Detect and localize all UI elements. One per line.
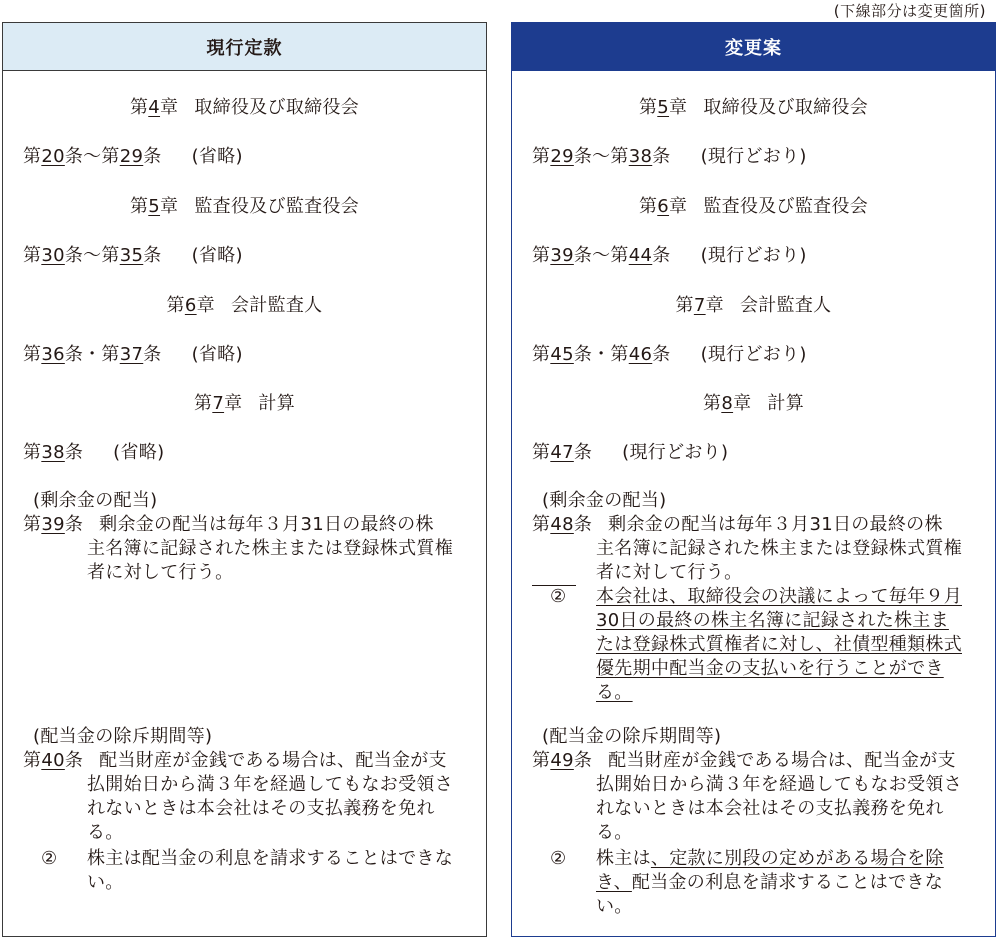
article-caption: (配当金の除斥期間等) — [542, 726, 722, 747]
article-text: 払開始日から満３年を経過してもなお受領さ — [87, 774, 453, 795]
article-line: 第20条〜第29条 (省略) — [23, 146, 243, 167]
chapter-heading: 第5章 監査役及び監査役会 — [129, 196, 360, 217]
added-text: 優先期中配当金の支払いを行うことができ — [596, 658, 944, 679]
article-text: 株主は配当金の利息を請求することはできな — [87, 848, 453, 869]
article-text: れないときは本会社はその支払義務を免れ — [87, 798, 435, 819]
article-line: 第45条・第46条 (現行どおり) — [532, 344, 807, 365]
chapter-heading: 第5章 取締役及び取締役会 — [638, 97, 869, 118]
article-text: れないときは本会社はその支払義務を免れ — [596, 798, 944, 819]
article-text: 主名簿に記録された株主または登録株式質権 — [596, 538, 962, 559]
added-text: 本会社は、取締役会の決議によって毎年９月 — [596, 586, 962, 607]
article-line: 第48条 剰余金の配当は毎年３月31日の最終の株 — [532, 514, 943, 535]
article-caption: (剰余金の配当) — [542, 490, 667, 511]
current-articles-panel — [2, 22, 487, 937]
article-text: き、配当金の利息を請求することはできな — [596, 872, 943, 893]
paragraph-number: ② — [41, 848, 58, 869]
chapter-heading: 第8章 計算 — [703, 393, 804, 414]
article-text: 株主は、定款に別段の定めがある場合を除 — [596, 848, 944, 869]
article-line: 第29条〜第38条 (現行どおり) — [532, 146, 807, 167]
article-text: る。 — [596, 822, 633, 843]
added-text: 30日の最終の株主名簿に記録された株主ま — [596, 610, 949, 631]
added-text: る。 — [596, 682, 633, 703]
article-line: 第40条 配当財産が金銭である場合は、配当金が支 — [23, 750, 447, 771]
chapter-heading: 第6章 監査役及び監査役会 — [638, 196, 869, 217]
added-text: たは登録株式質権者に対し、社債型種類株式 — [596, 634, 962, 655]
article-line: 第49条 配当財産が金銭である場合は、配当金が支 — [532, 750, 956, 771]
article-caption: (配当金の除斥期間等) — [33, 726, 213, 747]
article-line: 第39条〜第44条 (現行どおり) — [532, 245, 807, 266]
article-line: 第38条 (省略) — [23, 442, 165, 463]
paragraph-number: ② — [550, 586, 567, 607]
article-text: い。 — [87, 872, 124, 893]
change-note: (下線部分は変更箇所) — [833, 2, 986, 20]
article-text: 払開始日から満３年を経過してもなお受領さ — [596, 774, 962, 795]
current-articles-header: 現行定款 — [3, 23, 486, 71]
article-text: い。 — [596, 896, 633, 917]
chapter-heading: 第4章 取締役及び取締役会 — [129, 97, 360, 118]
article-line: 第30条〜第35条 (省略) — [23, 245, 243, 266]
article-text: 者に対して行う。 — [596, 562, 743, 583]
paragraph-number: ② — [550, 848, 567, 869]
article-line: 第47条 (現行どおり) — [532, 442, 729, 463]
chapter-heading: 第6章 会計監査人 — [166, 295, 323, 316]
article-line: 第36条・第37条 (省略) — [23, 344, 243, 365]
proposed-articles-panel — [511, 22, 996, 937]
article-text: 者に対して行う。 — [87, 562, 234, 583]
article-text: る。 — [87, 822, 124, 843]
chapter-heading: 第7章 会計監査人 — [675, 295, 832, 316]
article-line: 第39条 剰余金の配当は毎年３月31日の最終の株 — [23, 514, 434, 535]
article-caption: (剰余金の配当) — [33, 490, 158, 511]
article-text: 主名簿に記録された株主または登録株式質権 — [87, 538, 453, 559]
chapter-heading: 第7章 計算 — [194, 393, 295, 414]
proposed-articles-header: 変更案 — [512, 23, 995, 71]
